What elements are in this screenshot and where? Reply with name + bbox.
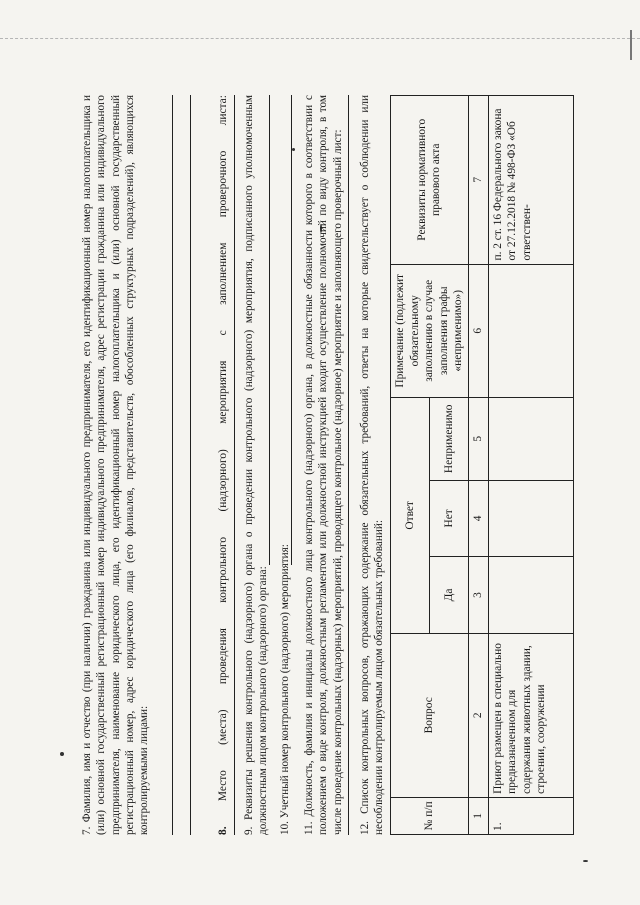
col-number: 6: [468, 264, 488, 397]
scan-speck: [60, 752, 64, 756]
place-word: проверочного: [217, 150, 229, 218]
place-word: (места): [217, 709, 229, 745]
paragraph-10: 10. Учетный номер контрольного (надзорного) мероприятия:: [279, 544, 291, 835]
place-word: листа:: [217, 95, 229, 126]
col-number: 7: [468, 96, 488, 265]
col-number: 4: [468, 480, 488, 557]
col-number: 2: [468, 633, 488, 797]
paragraph-7: 7. Фамилия, имя и отчество (при наличии) гражданина или индивидуального предпринимателя, его идентификационный номер налогоплательщика и (или) основной государственный регистрационный номер индивидуального предпринимателя, адрес регистрации гражданина или индивидуального предпринимателя, наименование юридического лица, его идентификационный номер налогоплательщика и (или) основной государственный регистрационный номер, адрес юридического лица (его филиалов, представительств, обособленных структурных подразделений), являющихся контролируемыми лицами:: [81, 95, 151, 835]
place-word: мероприятия: [217, 360, 229, 424]
place-word: заполнением: [217, 242, 229, 305]
fill-line-7b: [190, 95, 191, 835]
fill-line-8: [234, 95, 235, 835]
place-row-num: 8.: [217, 826, 229, 835]
place-word: (надзорного): [217, 449, 229, 512]
row-requisites: п. 2 ст. 16 Федерального закона от 27.12.2018 № 498-ФЗ «Об ответствен-: [488, 96, 573, 265]
fill-line-10: [291, 95, 292, 565]
fill-line-9: [269, 95, 270, 565]
place-row: [216, 95, 231, 835]
scan-speck: [583, 860, 588, 862]
column-number-row: [468, 96, 488, 835]
fill-line-11: [348, 95, 349, 835]
row-yes-cell[interactable]: [488, 557, 573, 634]
place-word: с: [217, 330, 229, 336]
rotated-document-page: [80, 95, 550, 835]
row-na-cell[interactable]: [488, 397, 573, 480]
place-word: контрольного: [217, 536, 229, 603]
place-word: Место: [217, 770, 229, 802]
col-number: 3: [468, 557, 488, 634]
header-answer: Ответ: [391, 397, 430, 633]
scan-edge-right: [616, 30, 632, 60]
paragraph-9: 9. Реквизиты решения контрольного (надзорного) органа о проведении контрольного (надзорного) мероприятия, подписанного уполномоченным должностным лицом контрольного (надзорного) органа:: [243, 95, 270, 835]
row-note-cell[interactable]: [488, 264, 573, 397]
col-number: 5: [468, 397, 488, 480]
header-yes: Да: [429, 557, 468, 634]
row-num: 1.: [488, 797, 573, 834]
row-question: Приют размещен в специально предназначенном для содержания животных здании, строении, сооружении: [488, 633, 573, 797]
col-number: 1: [468, 797, 488, 834]
row-no-cell[interactable]: [488, 480, 573, 557]
header-na: Неприменимо: [429, 397, 468, 480]
header-requisites: Реквизиты нормативного правового акта: [391, 96, 469, 265]
place-word: проведения: [217, 628, 229, 685]
scan-edge-top: [0, 38, 640, 40]
header-no: Нет: [429, 480, 468, 557]
header-note: Примечание (подлежит обязательному заполнению в случае заполнения графы «неприменимо»): [391, 264, 469, 397]
header-num: № п/п: [391, 797, 469, 834]
header-question: Вопрос: [391, 633, 469, 797]
checklist-table: [390, 95, 574, 835]
table-row: [488, 96, 573, 835]
fill-line-7a: [172, 95, 173, 835]
paragraph-12: 12. Список контрольных вопросов, отражающих содержание обязательных требований, ответы на которые свидетельствует о соблюдении или несоблюдении контролируемым лицом обязательных требований:: [359, 95, 386, 835]
paragraph-11: 11. Должность, фамилия и инициалы должностного лица контрольного (надзорного) органа, в должностные обязанности которого в соответствии с положением о виде контроля, должностным регламентом или должностной инструкцией входит осуществление полномочий по виду контроля, в том числе проведение контрольных (надзорных) мероприятий, проводящего контрольное (надзорное) мероприятие и заполняющего проверочный лист:: [303, 95, 344, 835]
